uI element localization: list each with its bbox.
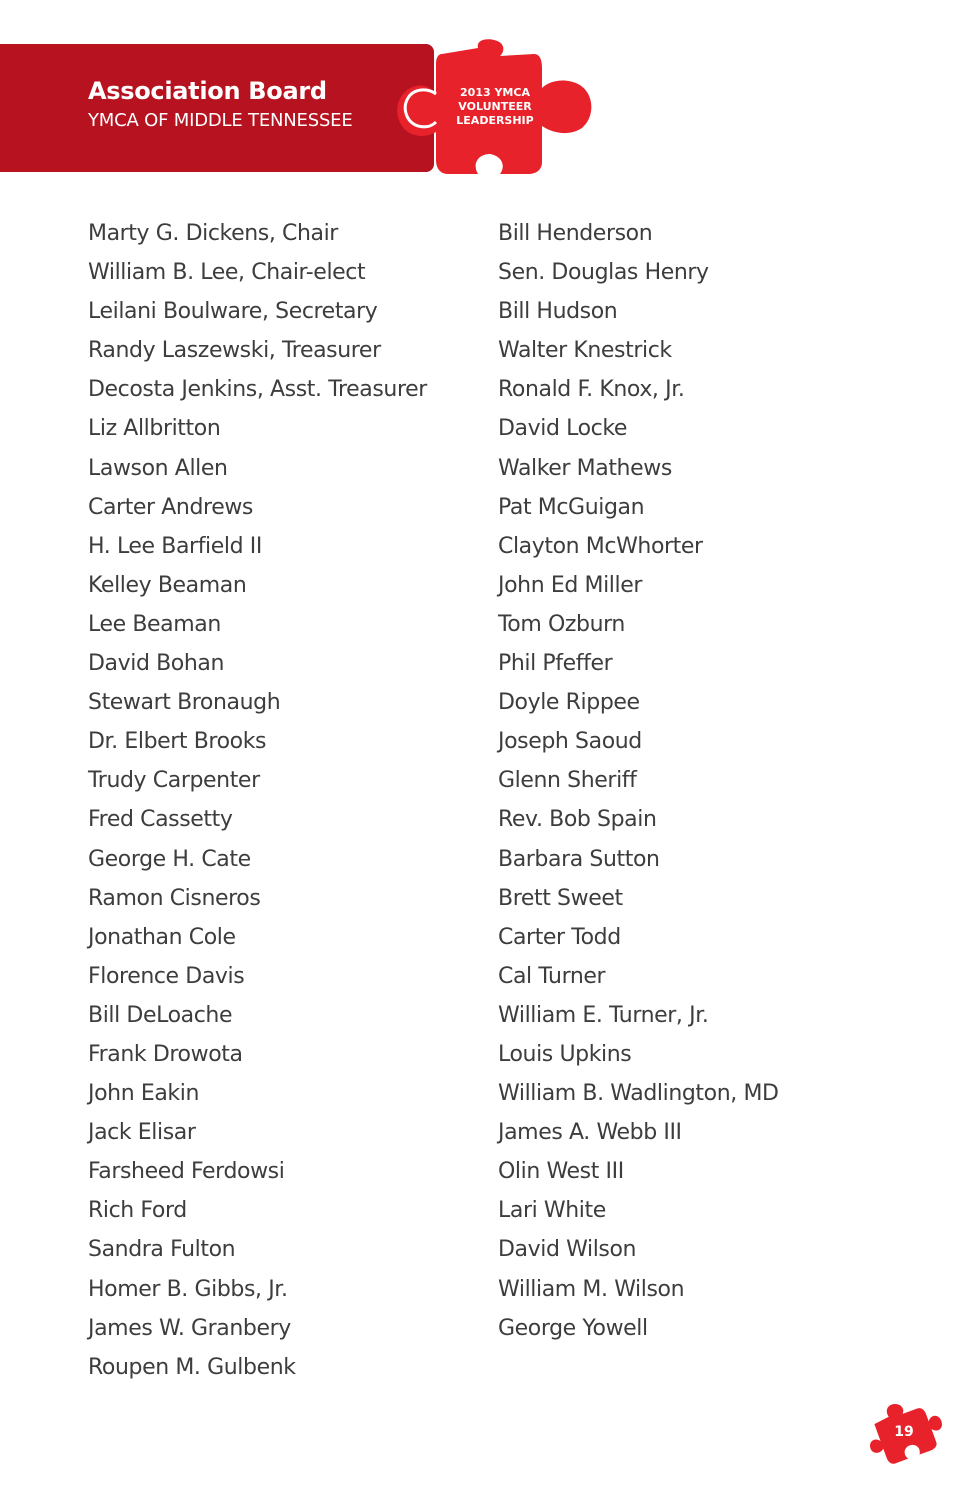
board-member: Rev. Bob Spain bbox=[498, 807, 657, 833]
board-member: Sandra Fulton bbox=[88, 1237, 236, 1263]
board-member: H. Lee Barfield II bbox=[88, 533, 262, 559]
badge-label bbox=[437, 86, 553, 128]
board-list-left bbox=[88, 214, 427, 1387]
board-member: Sen. Douglas Henry bbox=[498, 260, 709, 286]
board-member: Farsheed Ferdowsi bbox=[88, 1159, 285, 1185]
board-member: David Bohan bbox=[88, 651, 225, 677]
board-member: John Ed Miller bbox=[498, 572, 642, 598]
board-member: Roupen M. Gulbenk bbox=[88, 1354, 296, 1380]
board-member: Brett Sweet bbox=[498, 885, 623, 911]
board-member: Liz Allbritton bbox=[88, 416, 221, 442]
board-member: David Wilson bbox=[498, 1237, 637, 1263]
header-band bbox=[0, 44, 434, 172]
badge-line-2: VOLUNTEER bbox=[458, 100, 532, 113]
board-member: William B. Lee, Chair-elect bbox=[88, 260, 366, 286]
board-member: Walker Mathews bbox=[498, 455, 672, 481]
board-member: Lari White bbox=[498, 1198, 606, 1224]
board-member: George H. Cate bbox=[88, 846, 251, 872]
board-member: Fred Cassetty bbox=[88, 807, 233, 833]
board-member: Carter Andrews bbox=[88, 494, 253, 520]
board-member: Joseph Saoud bbox=[498, 729, 642, 755]
board-member: Frank Drowota bbox=[88, 1041, 243, 1067]
board-member: Jonathan Cole bbox=[88, 924, 236, 950]
board-member: David Locke bbox=[498, 416, 628, 442]
board-member: Randy Laszewski, Treasurer bbox=[88, 338, 381, 364]
board-member: Stewart Bronaugh bbox=[88, 690, 281, 716]
board-member: Florence Davis bbox=[88, 963, 245, 989]
page-subtitle: YMCA OF MIDDLE TENNESSEE bbox=[88, 110, 353, 131]
board-member: Lawson Allen bbox=[88, 455, 228, 481]
board-member: Kelley Beaman bbox=[88, 572, 247, 598]
board-member: Bill DeLoache bbox=[88, 1002, 233, 1028]
page-number: 19 bbox=[894, 1424, 914, 1440]
board-member: Trudy Carpenter bbox=[88, 768, 260, 794]
badge-line-1: 2013 YMCA bbox=[460, 86, 530, 99]
board-member: William E. Turner, Jr. bbox=[498, 1002, 709, 1028]
board-member: Bill Hudson bbox=[498, 299, 618, 325]
board-member: Pat McGuigan bbox=[498, 494, 645, 520]
board-member: Ronald F. Knox, Jr. bbox=[498, 377, 685, 403]
board-member: Walter Knestrick bbox=[498, 338, 672, 364]
board-member: Clayton McWhorter bbox=[498, 533, 703, 559]
board-member: Cal Turner bbox=[498, 963, 606, 989]
board-member: John Eakin bbox=[88, 1081, 200, 1107]
board-member: Homer B. Gibbs, Jr. bbox=[88, 1276, 288, 1302]
board-member: James W. Granbery bbox=[88, 1315, 291, 1341]
board-member: Ramon Cisneros bbox=[88, 885, 261, 911]
board-member: James A. Webb III bbox=[498, 1120, 682, 1146]
page-title: Association Board bbox=[88, 77, 327, 105]
board-member: Phil Pfeffer bbox=[498, 651, 613, 677]
board-member: George Yowell bbox=[498, 1315, 648, 1341]
board-member: Tom Ozburn bbox=[498, 611, 625, 637]
board-member: Olin West III bbox=[498, 1159, 624, 1185]
board-member: Decosta Jenkins, Asst. Treasurer bbox=[88, 377, 427, 403]
board-member: Lee Beaman bbox=[88, 611, 221, 637]
badge-line-3: LEADERSHIP bbox=[456, 114, 534, 127]
board-member: Louis Upkins bbox=[498, 1041, 632, 1067]
board-member: William M. Wilson bbox=[498, 1276, 685, 1302]
board-member: Carter Todd bbox=[498, 924, 621, 950]
board-member: Glenn Sheriff bbox=[498, 768, 637, 794]
board-member: Leilani Boulware, Secretary bbox=[88, 299, 378, 325]
board-member: Barbara Sutton bbox=[498, 846, 660, 872]
board-member: William B. Wadlington, MD bbox=[498, 1081, 779, 1107]
board-member: Rich Ford bbox=[88, 1198, 187, 1224]
board-member: Doyle Rippee bbox=[498, 690, 640, 716]
board-member: Marty G. Dickens, Chair bbox=[88, 221, 338, 246]
board-member: Jack Elisar bbox=[88, 1120, 196, 1146]
board-list-right bbox=[498, 214, 779, 1348]
board-member: Dr. Elbert Brooks bbox=[88, 729, 267, 755]
board-member: Bill Henderson bbox=[498, 221, 653, 246]
